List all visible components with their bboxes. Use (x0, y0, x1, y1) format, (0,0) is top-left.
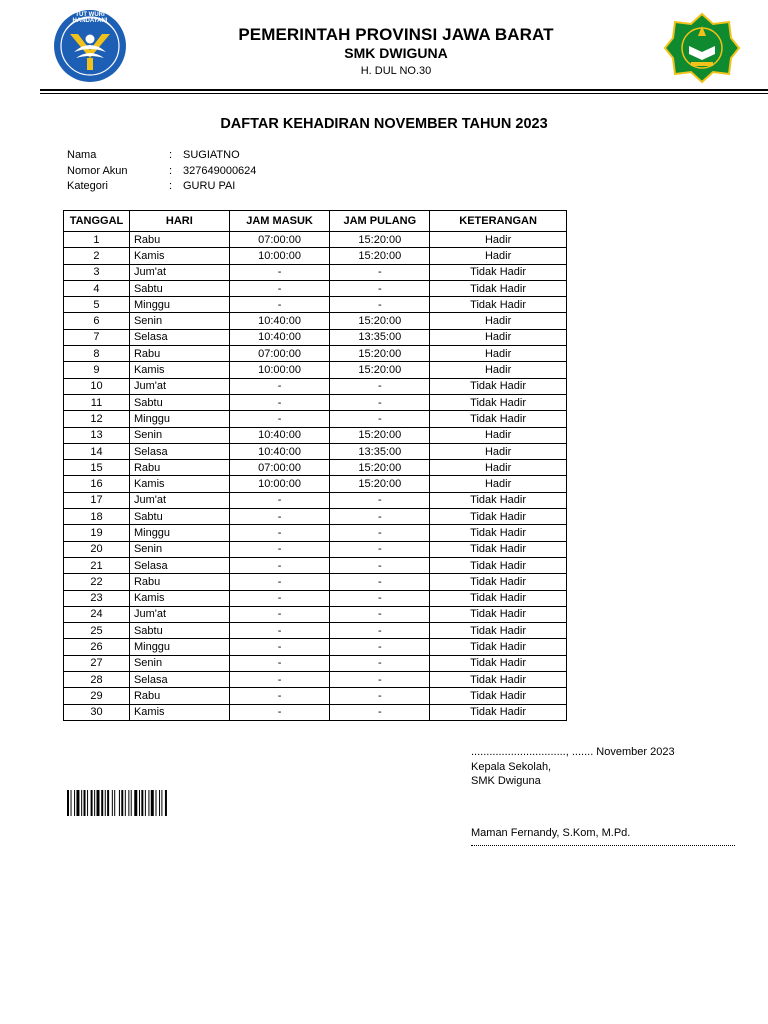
barcode-bar (84, 790, 86, 816)
cell-check-in: - (229, 574, 330, 590)
cell-check-in: - (229, 411, 330, 427)
cell-check-in: - (229, 394, 330, 410)
cell-day: Kamis (129, 476, 229, 492)
cell-status: Tidak Hadir (430, 378, 567, 394)
cell-day: Rabu (129, 460, 229, 476)
cell-status: Tidak Hadir (430, 297, 567, 313)
cell-check-out: - (330, 525, 430, 541)
cell-check-out: 15:20:00 (330, 362, 430, 378)
signature-block (471, 745, 675, 789)
table-row (64, 574, 567, 590)
cell-check-out: - (330, 688, 430, 704)
letterhead (0, 0, 768, 96)
column-header-check-out: JAM PULANG (330, 211, 430, 232)
cell-check-in: - (229, 639, 330, 655)
letterhead-divider-thin (40, 93, 768, 94)
cell-status: Tidak Hadir (430, 411, 567, 427)
cell-check-in: 10:40:00 (229, 329, 330, 345)
table-row (64, 427, 567, 443)
barcode-bar (101, 790, 103, 816)
signature-role: Kepala Sekolah, (471, 760, 552, 773)
cell-check-in: - (229, 606, 330, 622)
barcode-bar (91, 790, 93, 816)
cell-check-out: - (330, 297, 430, 313)
table-row (64, 297, 567, 313)
cell-check-out: - (330, 623, 430, 639)
cell-day: Minggu (129, 297, 229, 313)
cell-date: 7 (64, 329, 130, 345)
info-value: SUGIATNO (183, 149, 240, 161)
cell-date: 24 (64, 606, 130, 622)
cell-status: Tidak Hadir (430, 509, 567, 525)
cell-status: Tidak Hadir (430, 672, 567, 688)
cell-date: 2 (64, 248, 130, 264)
cell-day: Minggu (129, 411, 229, 427)
cell-day: Rabu (129, 232, 229, 248)
cell-status: Hadir (430, 232, 567, 248)
cell-day: Jum'at (129, 378, 229, 394)
cell-check-in: - (229, 509, 330, 525)
cell-check-out: - (330, 590, 430, 606)
cell-status: Tidak Hadir (430, 574, 567, 590)
table-row (64, 476, 567, 492)
cell-check-out: 15:20:00 (330, 427, 430, 443)
kemenag-logo (663, 12, 741, 84)
table-header-row (64, 211, 567, 232)
barcode-bar (121, 790, 123, 816)
cell-check-in: - (229, 688, 330, 704)
cell-check-out: 15:20:00 (330, 232, 430, 248)
cell-status: Tidak Hadir (430, 704, 567, 720)
cell-status: Tidak Hadir (430, 590, 567, 606)
cell-status: Hadir (430, 443, 567, 459)
cell-check-in: - (229, 264, 330, 280)
barcode-bar (119, 790, 120, 816)
cell-day: Senin (129, 313, 229, 329)
barcode-bar (81, 790, 82, 816)
cell-date: 10 (64, 378, 130, 394)
cell-check-in: - (229, 672, 330, 688)
cell-status: Tidak Hadir (430, 606, 567, 622)
cell-check-out: - (330, 378, 430, 394)
cell-date: 5 (64, 297, 130, 313)
cell-day: Kamis (129, 362, 229, 378)
table-row (64, 394, 567, 410)
cell-day: Kamis (129, 248, 229, 264)
table-row (64, 346, 567, 362)
government-name: PEMERINTAH PROVINSI JAWA BARAT (238, 25, 554, 44)
cell-status: Tidak Hadir (430, 639, 567, 655)
cell-status: Tidak Hadir (430, 394, 567, 410)
barcode-bar (156, 790, 157, 816)
info-row-category (67, 179, 256, 195)
cell-check-in: 07:00:00 (229, 232, 330, 248)
cell-day: Senin (129, 541, 229, 557)
table-row (64, 443, 567, 459)
cell-check-out: - (330, 704, 430, 720)
barcode-bar (161, 790, 162, 816)
cell-date: 17 (64, 492, 130, 508)
cell-status: Hadir (430, 476, 567, 492)
table-row (64, 329, 567, 345)
table-row (64, 525, 567, 541)
cell-check-out: - (330, 509, 430, 525)
cell-day: Jum'at (129, 606, 229, 622)
barcode-bar (71, 790, 72, 816)
cell-date: 4 (64, 280, 130, 296)
cell-status: Tidak Hadir (430, 655, 567, 671)
cell-check-out: 15:20:00 (330, 460, 430, 476)
cell-status: Tidak Hadir (430, 557, 567, 573)
left-logo-text: TUT WURI HANDAYANI (72, 12, 108, 24)
barcode-bar (131, 790, 132, 816)
cell-check-in: 07:00:00 (229, 460, 330, 476)
cell-check-in: - (229, 590, 330, 606)
cell-status: Hadir (430, 313, 567, 329)
cell-date: 21 (64, 557, 130, 573)
table-row (64, 460, 567, 476)
table-row (64, 541, 567, 557)
table-row (64, 378, 567, 394)
cell-status: Tidak Hadir (430, 525, 567, 541)
signature-school: SMK Dwiguna (471, 775, 541, 787)
cell-day: Selasa (129, 672, 229, 688)
cell-day: Sabtu (129, 623, 229, 639)
info-row-name (67, 148, 256, 164)
cell-check-in: - (229, 623, 330, 639)
cell-check-in: - (229, 541, 330, 557)
info-colon: : (169, 180, 173, 192)
signature-date-line: ..............................., ....... November 2023 (471, 746, 675, 758)
cell-status: Tidak Hadir (430, 264, 567, 280)
column-header-date: TANGGAL (64, 211, 130, 232)
cell-day: Minggu (129, 639, 229, 655)
cell-check-out: - (330, 280, 430, 296)
cell-status: Tidak Hadir (430, 541, 567, 557)
table-row (64, 639, 567, 655)
cell-check-in: - (229, 704, 330, 720)
cell-check-in: - (229, 525, 330, 541)
barcode-bar (141, 790, 143, 816)
barcode-bar (134, 790, 137, 816)
cell-check-out: 15:20:00 (330, 346, 430, 362)
cell-status: Hadir (430, 346, 567, 362)
cell-date: 18 (64, 509, 130, 525)
cell-date: 29 (64, 688, 130, 704)
barcode-icon (67, 790, 207, 816)
cell-date: 3 (64, 264, 130, 280)
info-value: 327649000624 (183, 164, 257, 177)
cell-status: Tidak Hadir (430, 280, 567, 296)
table-row (64, 672, 567, 688)
cell-date: 14 (64, 443, 130, 459)
info-row-account (67, 164, 256, 180)
cell-check-in: 10:40:00 (229, 313, 330, 329)
letterhead-divider-thick (40, 89, 768, 91)
barcode-bar (112, 790, 113, 816)
cell-check-out: - (330, 606, 430, 622)
table-row (64, 557, 567, 573)
cell-check-out: - (330, 655, 430, 671)
table-row (64, 411, 567, 427)
table-row (64, 232, 567, 248)
barcode-bar (125, 790, 126, 816)
cell-check-out: 15:20:00 (330, 476, 430, 492)
table-row (64, 280, 567, 296)
barcode-bar (87, 790, 88, 816)
cell-day: Sabtu (129, 394, 229, 410)
barcode-bar (114, 790, 115, 816)
cell-date: 30 (64, 704, 130, 720)
cell-day: Rabu (129, 688, 229, 704)
cell-day: Minggu (129, 525, 229, 541)
info-value: GURU PAI (183, 180, 236, 192)
cell-day: Rabu (129, 574, 229, 590)
cell-check-in: - (229, 655, 330, 671)
table-row (64, 264, 567, 280)
cell-check-out: 13:35:00 (330, 443, 430, 459)
barcode-bar (97, 790, 100, 816)
info-label: Kategori (67, 180, 108, 192)
cell-check-out: - (330, 394, 430, 410)
attendance-table (63, 210, 567, 721)
cell-day: Selasa (129, 443, 229, 459)
barcode-bar (76, 790, 79, 816)
table-row (64, 509, 567, 525)
cell-status: Tidak Hadir (430, 492, 567, 508)
table-row (64, 688, 567, 704)
attendance-rows (64, 232, 567, 721)
cell-date: 12 (64, 411, 130, 427)
cell-date: 6 (64, 313, 130, 329)
cell-date: 23 (64, 590, 130, 606)
cell-check-out: - (330, 492, 430, 508)
table-row (64, 623, 567, 639)
cell-day: Senin (129, 655, 229, 671)
cell-day: Rabu (129, 346, 229, 362)
cell-status: Tidak Hadir (430, 623, 567, 639)
cell-day: Sabtu (129, 280, 229, 296)
barcode-bar (105, 790, 106, 816)
cell-status: Hadir (430, 460, 567, 476)
table-row (64, 606, 567, 622)
info-colon: : (169, 149, 173, 161)
table-row (64, 655, 567, 671)
cell-check-in: 10:00:00 (229, 476, 330, 492)
cell-check-in: - (229, 297, 330, 313)
barcode-bar (148, 790, 149, 816)
cell-date: 22 (64, 574, 130, 590)
cell-date: 11 (64, 394, 130, 410)
cell-check-out: - (330, 541, 430, 557)
cell-check-in: 10:40:00 (229, 427, 330, 443)
info-label: Nomor Akun (67, 164, 128, 177)
barcode-bar (145, 790, 146, 816)
cell-date: 1 (64, 232, 130, 248)
table-row (64, 362, 567, 378)
cell-check-in: - (229, 557, 330, 573)
cell-check-out: 15:20:00 (330, 313, 430, 329)
info-colon: : (169, 164, 173, 177)
cell-check-out: - (330, 264, 430, 280)
cell-date: 19 (64, 525, 130, 541)
cell-day: Kamis (129, 590, 229, 606)
cell-check-out: 13:35:00 (330, 329, 430, 345)
barcode-bar (67, 790, 69, 816)
cell-status: Tidak Hadir (430, 688, 567, 704)
identity-block (67, 148, 256, 195)
cell-status: Hadir (430, 362, 567, 378)
cell-date: 28 (64, 672, 130, 688)
barcode-bar (128, 790, 129, 816)
barcode-bar (74, 790, 75, 816)
info-label: Nama (67, 149, 97, 161)
cell-status: Hadir (430, 427, 567, 443)
cell-date: 27 (64, 655, 130, 671)
cell-day: Jum'at (129, 264, 229, 280)
cell-status: Hadir (430, 248, 567, 264)
cell-day: Senin (129, 427, 229, 443)
table-row (64, 590, 567, 606)
barcode-bar (159, 790, 160, 816)
cell-status: Hadir (430, 329, 567, 345)
signature-line (471, 845, 735, 846)
cell-check-out: - (330, 557, 430, 573)
barcode-bar (139, 790, 140, 816)
cell-check-out: 15:20:00 (330, 248, 430, 264)
cell-day: Selasa (129, 557, 229, 573)
cell-check-in: 10:40:00 (229, 443, 330, 459)
cell-check-in: - (229, 378, 330, 394)
cell-check-in: 10:00:00 (229, 362, 330, 378)
cell-date: 25 (64, 623, 130, 639)
barcode-bar (165, 790, 167, 816)
cell-check-out: - (330, 672, 430, 688)
table-row (64, 492, 567, 508)
cell-check-in: - (229, 492, 330, 508)
table-row (64, 704, 567, 720)
cell-date: 15 (64, 460, 130, 476)
school-name: SMK DWIGUNA (344, 45, 448, 61)
cell-day: Selasa (129, 329, 229, 345)
cell-date: 26 (64, 639, 130, 655)
cell-check-out: - (330, 411, 430, 427)
school-address: H. DUL NO.30 (360, 65, 432, 77)
table-row (64, 313, 567, 329)
cell-date: 16 (64, 476, 130, 492)
cell-day: Sabtu (129, 509, 229, 525)
cell-date: 20 (64, 541, 130, 557)
cell-check-out: - (330, 574, 430, 590)
table-row (64, 248, 567, 264)
barcode-bar (94, 790, 95, 816)
barcode-bar (107, 790, 109, 816)
cell-date: 8 (64, 346, 130, 362)
cell-check-out: - (330, 639, 430, 655)
cell-date: 9 (64, 362, 130, 378)
column-header-day: HARI (129, 211, 229, 232)
barcode-bar (151, 790, 154, 816)
signatory-name: Maman Fernandy, S.Kom, M.Pd. (471, 827, 631, 839)
cell-check-in: - (229, 280, 330, 296)
column-header-check-in: JAM MASUK (229, 211, 330, 232)
document-title: DAFTAR KEHADIRAN NOVEMBER TAHUN 2023 (220, 116, 548, 132)
column-header-status: KETERANGAN (430, 211, 567, 232)
cell-check-in: 07:00:00 (229, 346, 330, 362)
cell-day: Jum'at (129, 492, 229, 508)
cell-date: 13 (64, 427, 130, 443)
cell-check-in: 10:00:00 (229, 248, 330, 264)
cell-day: Kamis (129, 704, 229, 720)
